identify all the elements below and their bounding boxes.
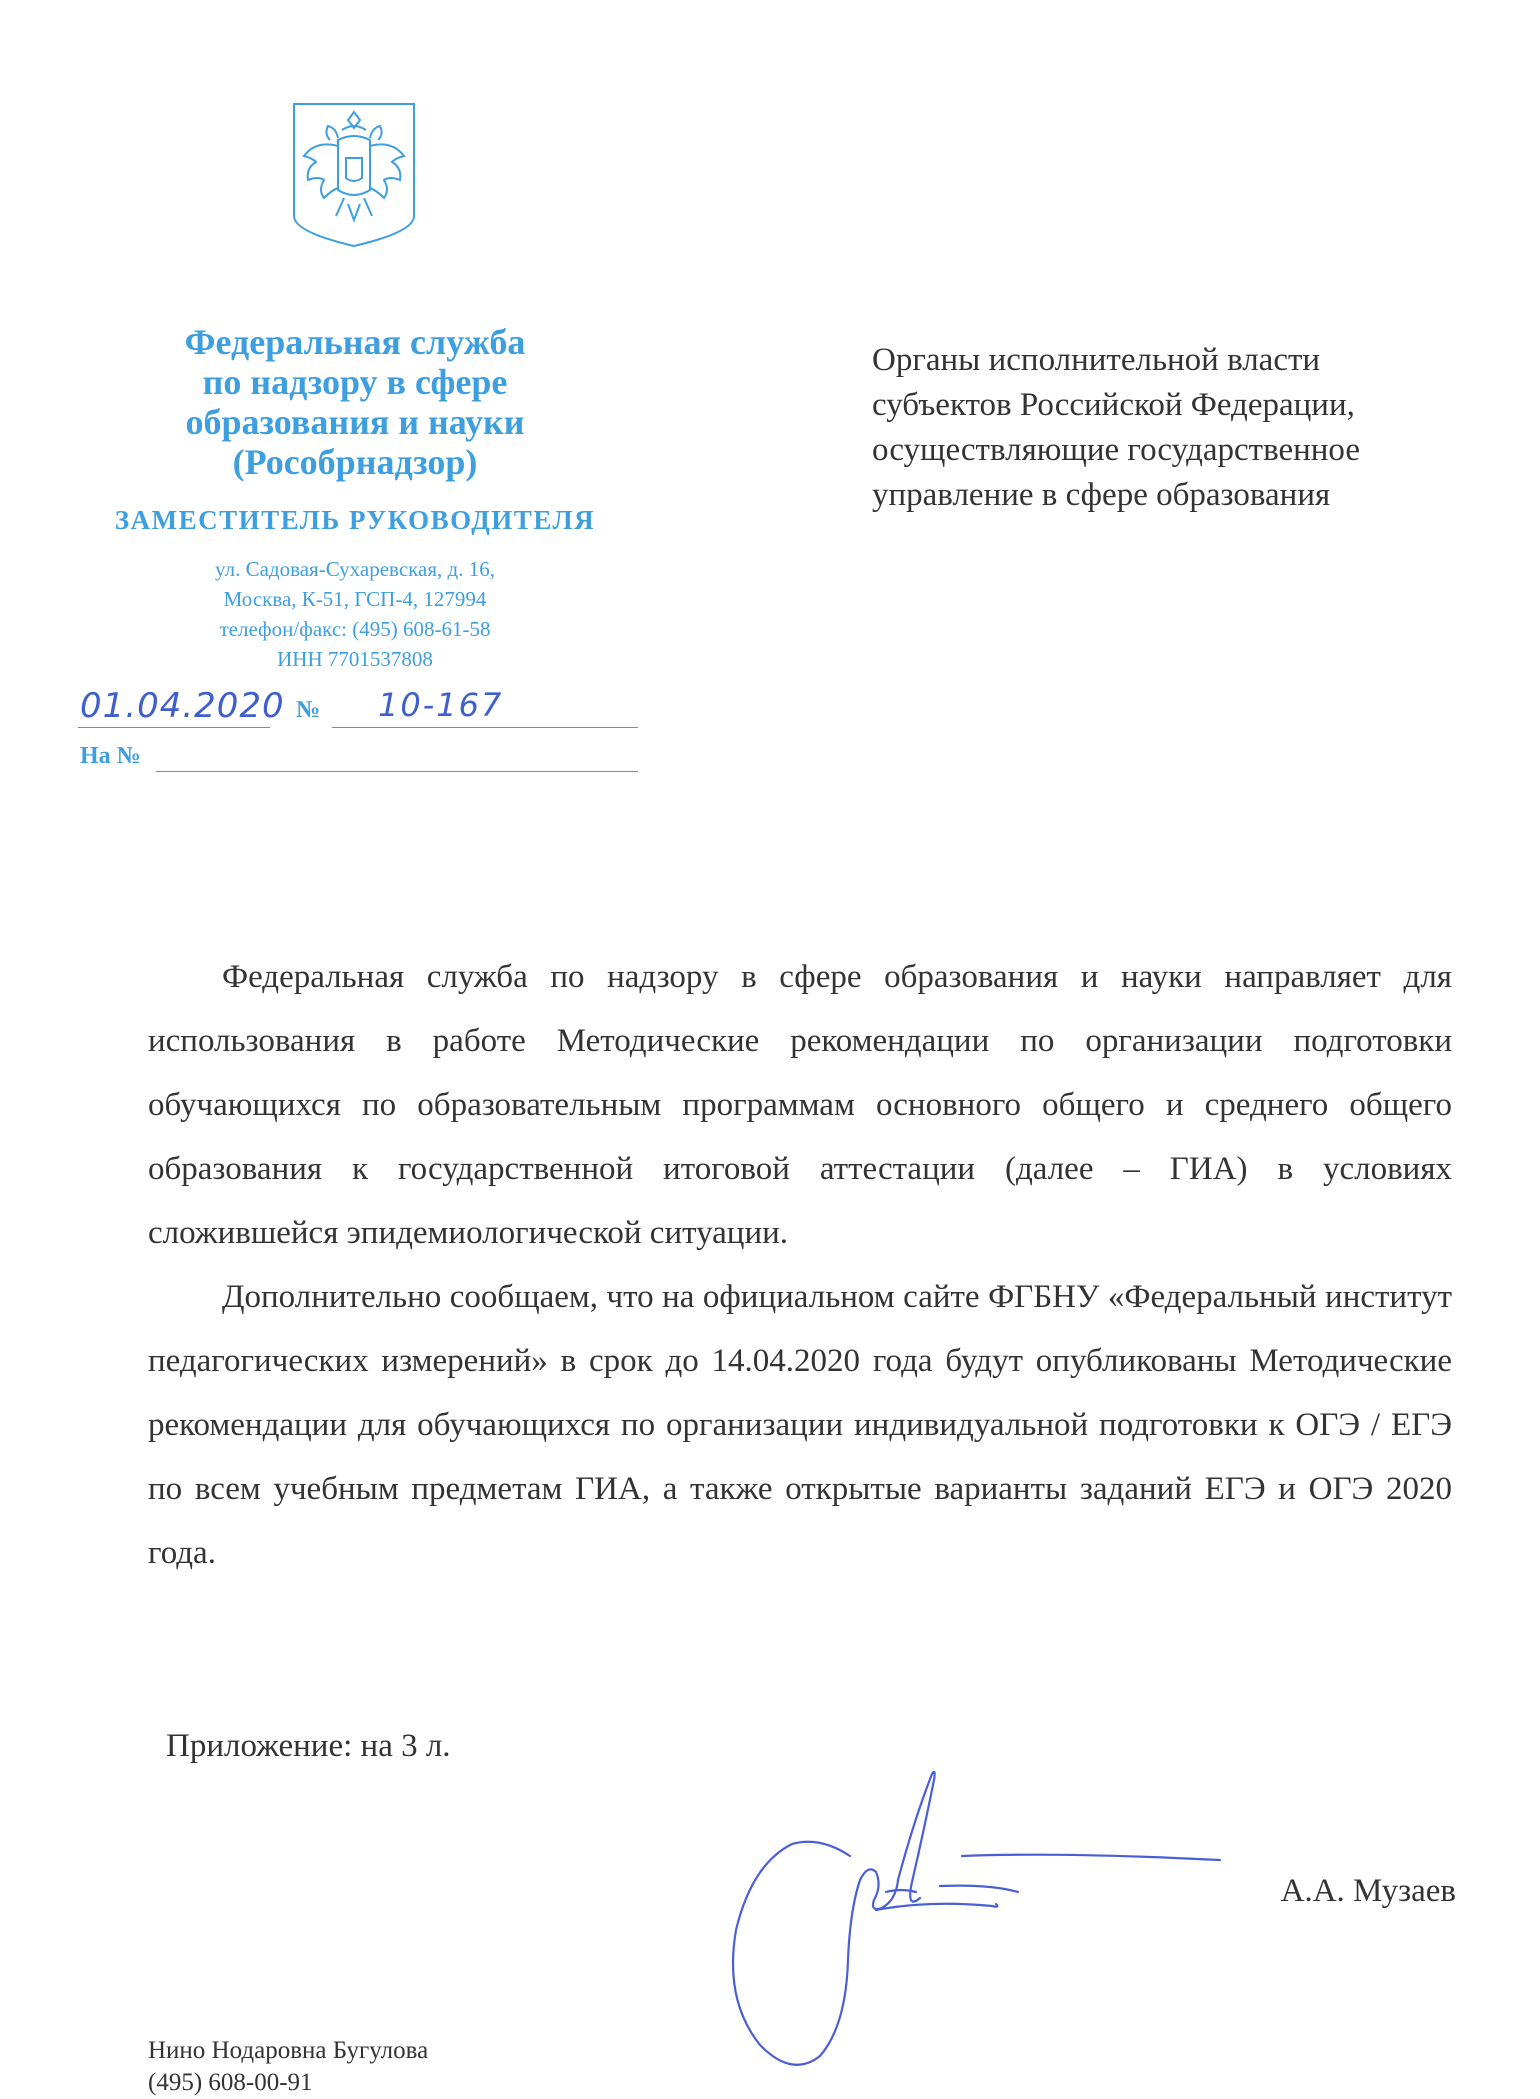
recipient-line: управление в сфере образования: [872, 477, 1331, 513]
number-label: №: [296, 697, 321, 723]
registration-line: [78, 688, 638, 728]
letter-body: [148, 945, 1452, 1585]
address-line: ул. Садовая-Сухаревская, д. 16,: [215, 557, 495, 581]
registration-number: 10-167: [378, 686, 504, 724]
registration-date: 01.04.2020: [80, 686, 285, 726]
recipient-line: осуществляющие государственное: [872, 432, 1360, 468]
address-line: ИНН 7701537808: [277, 647, 433, 671]
org-line: Федеральная служба: [184, 322, 526, 362]
org-line: по надзору в сфере: [202, 362, 508, 402]
executor-name: Нино Нодаровна Бугулова: [148, 2037, 429, 2064]
org-address: [60, 554, 650, 674]
number-underline: [332, 727, 638, 728]
recipient-line: Органы исполнительной власти: [872, 342, 1321, 378]
letterhead: [60, 322, 650, 674]
coat-of-arms-icon: [290, 100, 418, 248]
address-line: телефон/факс: (495) 608-61-58: [219, 617, 491, 641]
executor-phone: (495) 608-00-91: [148, 2069, 313, 2096]
signer-name: А.А. Музаев: [1280, 1873, 1456, 1909]
organization-name: [60, 322, 650, 482]
org-line: образования и науки: [185, 402, 525, 442]
reference-line: [78, 738, 638, 772]
org-line: (Рособрнадзор): [232, 442, 478, 482]
executor-info: [148, 2035, 428, 2099]
signature-icon: [700, 1760, 1260, 2080]
date-underline: [78, 727, 270, 728]
recipient-line: субъектов Российской Федерации,: [872, 387, 1355, 423]
body-paragraph: Дополнительно сообщаем, что на официальном сайте ФГБНУ «Федеральный институт педагогических измерений» в срок до 14.04.2020 года будут опубликованы Методические рекомендации для обучающихся по организации индивидуальной подготовки к ОГЭ / ЕГЭ по всем учебным предметам ГИА, а также открытые варианты заданий ЕГЭ и ОГЭ 2020 года.: [148, 1279, 1452, 1571]
reference-label: На №: [80, 743, 141, 769]
body-paragraph: Федеральная служба по надзору в сфере образования и науки направляет для использования в работе Методические рекомендации по организации подготовки обучающихся по образовательным программам основного общего и среднего общего образования к государственной итоговой аттестации (далее – ГИА) в условиях сложившейся эпидемиологической ситуации.: [148, 959, 1452, 1251]
attachment-note: Приложение: на 3 л.: [166, 1728, 451, 1764]
address-line: Москва, К-51, ГСП-4, 127994: [223, 587, 487, 611]
deputy-title: ЗАМЕСТИТЕЛЬ РУКОВОДИТЕЛЯ: [114, 505, 596, 535]
recipient-block: [872, 338, 1512, 518]
reference-underline: [156, 771, 638, 772]
